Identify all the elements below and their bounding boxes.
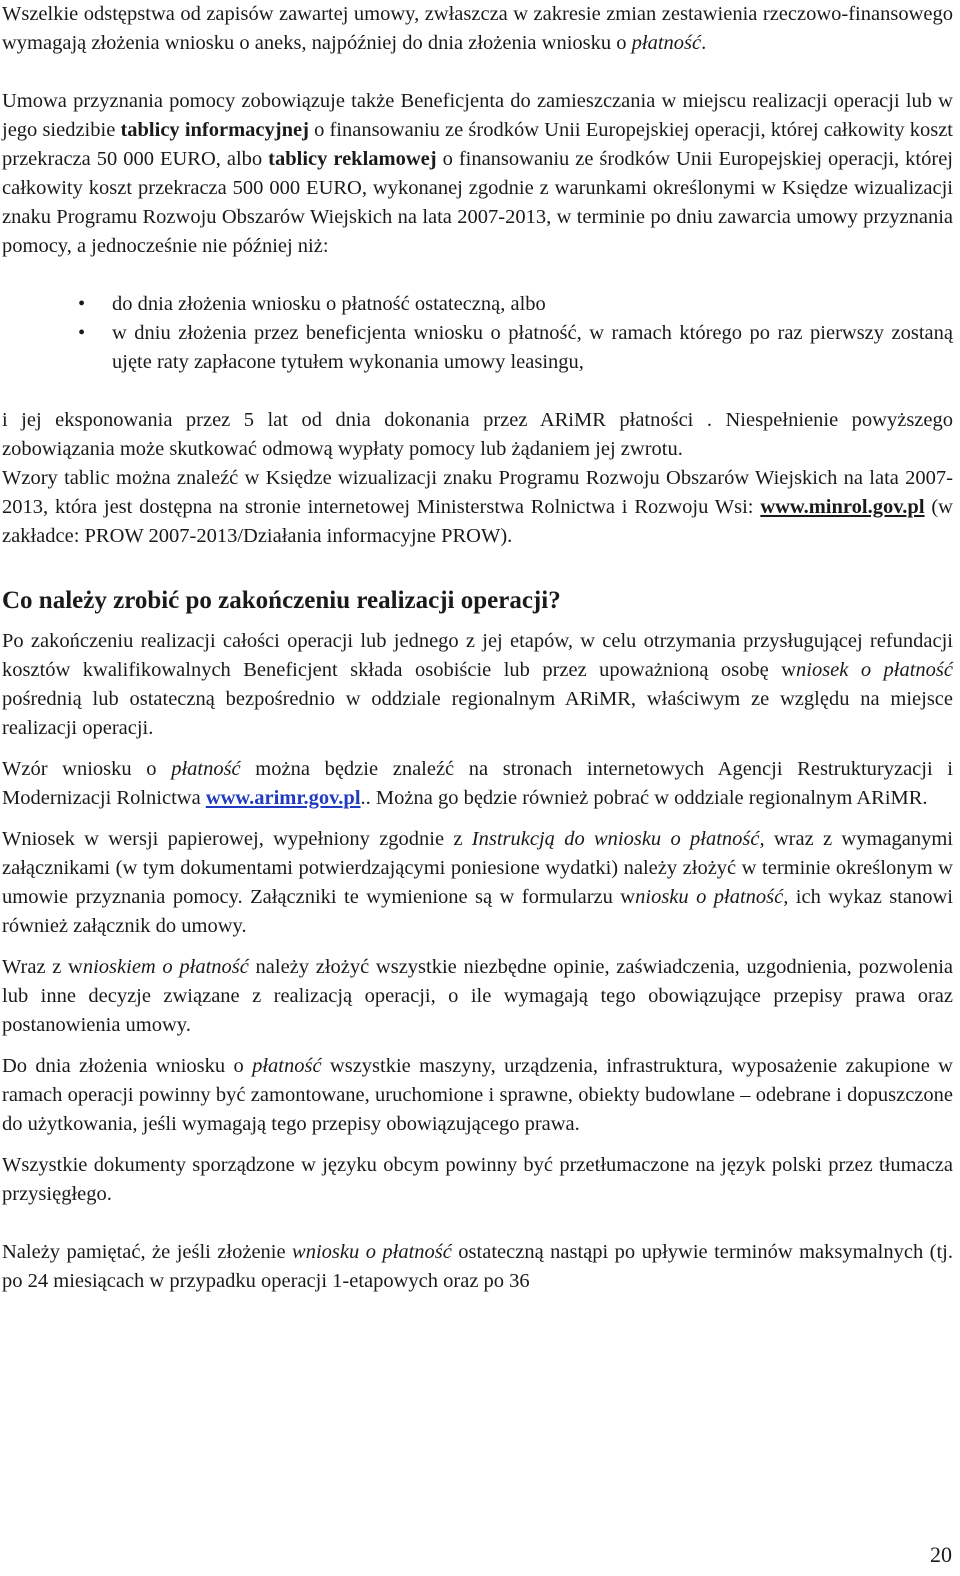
- paragraph-tlumaczenie: Wszystkie dokumenty sporządzone w języku obcym powinny być przetłumaczone na język polski przez tłumacza przysięgłego.: [2, 1154, 953, 1205]
- paragraph-po-zakonczeniu: Po zakończeniu realizacji całości operacji lub jednego z jej etapów, w celu otrzymania przysługującej refundacji kosztów kwalifikowalnych Beneficjent składa osobiście lub przez upoważnioną osobę wniosek o płatność pośrednią lub ostateczną bezpośrednio w oddziale regionalnym ARiMR, właściwym ze względu na miejsce realizacji operacji.: [2, 630, 953, 739]
- list-item: • w dniu złożenia przez beneficjenta wniosku o płatność, w ramach którego po raz pierwszy zostaną ujęte raty zapłacone tytułem wykonania umowy leasingu,: [2, 319, 953, 377]
- list-item: • do dnia złożenia wniosku o płatność ostateczną, albo: [2, 290, 953, 319]
- paragraph-opinie: Wraz z wnioskiem o płatność należy złożyć wszystkie niezbędne opinie, zaświadczenia, uzgodnienia, pozwolenia lub inne decyzje związane z realizacją operacji, o ile wymagają tego obowiązujące przepisy prawa oraz postanowienia umowy.: [2, 956, 953, 1036]
- paragraph-tablice: Umowa przyznania pomocy zobowiązuje także Beneficjenta do zamieszczania w miejscu realizacji operacji lub w jego siedzibie tablicy informacyjnej o finansowaniu ze środków Unii Europejskiej operacji, której całkowity koszt przekracza 50 000 EURO, albo tablicy reklamowej o finansowaniu ze środków Unii Europejskiej operacji, której całkowity koszt przekracza 500 000 EURO, wykonanej zgodnie z warunkami określonymi w Księdze wizualizacji znaku Programu Rozwoju Obszarów Wiejskich na lata 2007-2013, w terminie po dniu zawarcia umowy przyznania pomocy, a jednocześnie nie później niż:: [2, 90, 953, 257]
- paragraph-aneks: Wszelkie odstępstwa od zapisów zawartej umowy, zwłaszcza w zakresie zmian zestawienia rzeczowo-finansowego wymagają złożenia wniosku o aneks, najpóźniej do dnia złożenia wniosku o płatność.: [2, 3, 953, 54]
- paragraph-eksponowanie: i jej eksponowania przez 5 lat od dnia dokonania przez ARiMR płatności . Niespełnienie powyższego zobowiązania może skutkować odmową wypłaty pomocy lub żądaniem jej zwrotu.: [2, 409, 953, 460]
- section-heading: Co należy zrobić po zakończeniu realizacji operacji?: [2, 587, 561, 614]
- arimr-link[interactable]: www.arimr.gov.pl: [205, 787, 361, 809]
- paragraph-wzory-tablic: Wzory tablic można znaleźć w Księdze wizualizacji znaku Programu Rozwoju Obszarów Wiejskich na lata 2007-2013, która jest dostępna na stronie internetowej Ministerstwa Rolnictwa i Rozwoju Wsi: www.minrol.gov.pl (w zakładce: PROW 2007-2013/Działania informacyjne PROW).: [2, 467, 953, 547]
- paragraph-wzor-wniosku: Wzór wniosku o płatność można będzie znaleźć na stronach internetowych Agencji Restrukturyzacji i Modernizacji Rolnictwa www.arimr.gov.pl.. Można go będzie również pobrać w oddziale regionalnym ARiMR.: [2, 758, 953, 809]
- paragraph-terminy: Należy pamiętać, że jeśli złożenie wniosku o płatność ostateczną nastąpi po upływie terminów maksymalnych (tj. po 24 miesiącach w przypadku operacji 1-etapowych oraz po 36: [2, 1241, 953, 1292]
- deadline-list: [2, 290, 953, 377]
- paragraph-wniosek-papierowy: Wniosek w wersji papierowej, wypełniony zgodnie z Instrukcją do wniosku o płatność, wraz z wymaganymi załącznikami (w tym dokumentami potwierdzającymi poniesione wydatki) należy złożyć w terminie określonym w umowie przyznania pomocy. Załączniki te wymienione są w formularzu wniosku o płatność, ich wykaz stanowi również załącznik do umowy.: [2, 828, 953, 937]
- paragraph-maszyny: Do dnia złożenia wniosku o płatność wszystkie maszyny, urządzenia, infrastruktura, wyposażenie zakupione w ramach operacji powinny być zamontowane, uruchomione i sprawne, obiekty budowlane – odebrane i dopuszczone do użytkowania, jeśli wymagają tego przepisy obowiązującego prawa.: [2, 1055, 953, 1135]
- document-page: [2, 0, 953, 1296]
- bullet-icon: •: [78, 322, 86, 344]
- bullet-icon: •: [78, 293, 86, 315]
- minrol-link[interactable]: www.minrol.gov.pl: [760, 496, 925, 518]
- page-number: 20: [930, 1542, 952, 1567]
